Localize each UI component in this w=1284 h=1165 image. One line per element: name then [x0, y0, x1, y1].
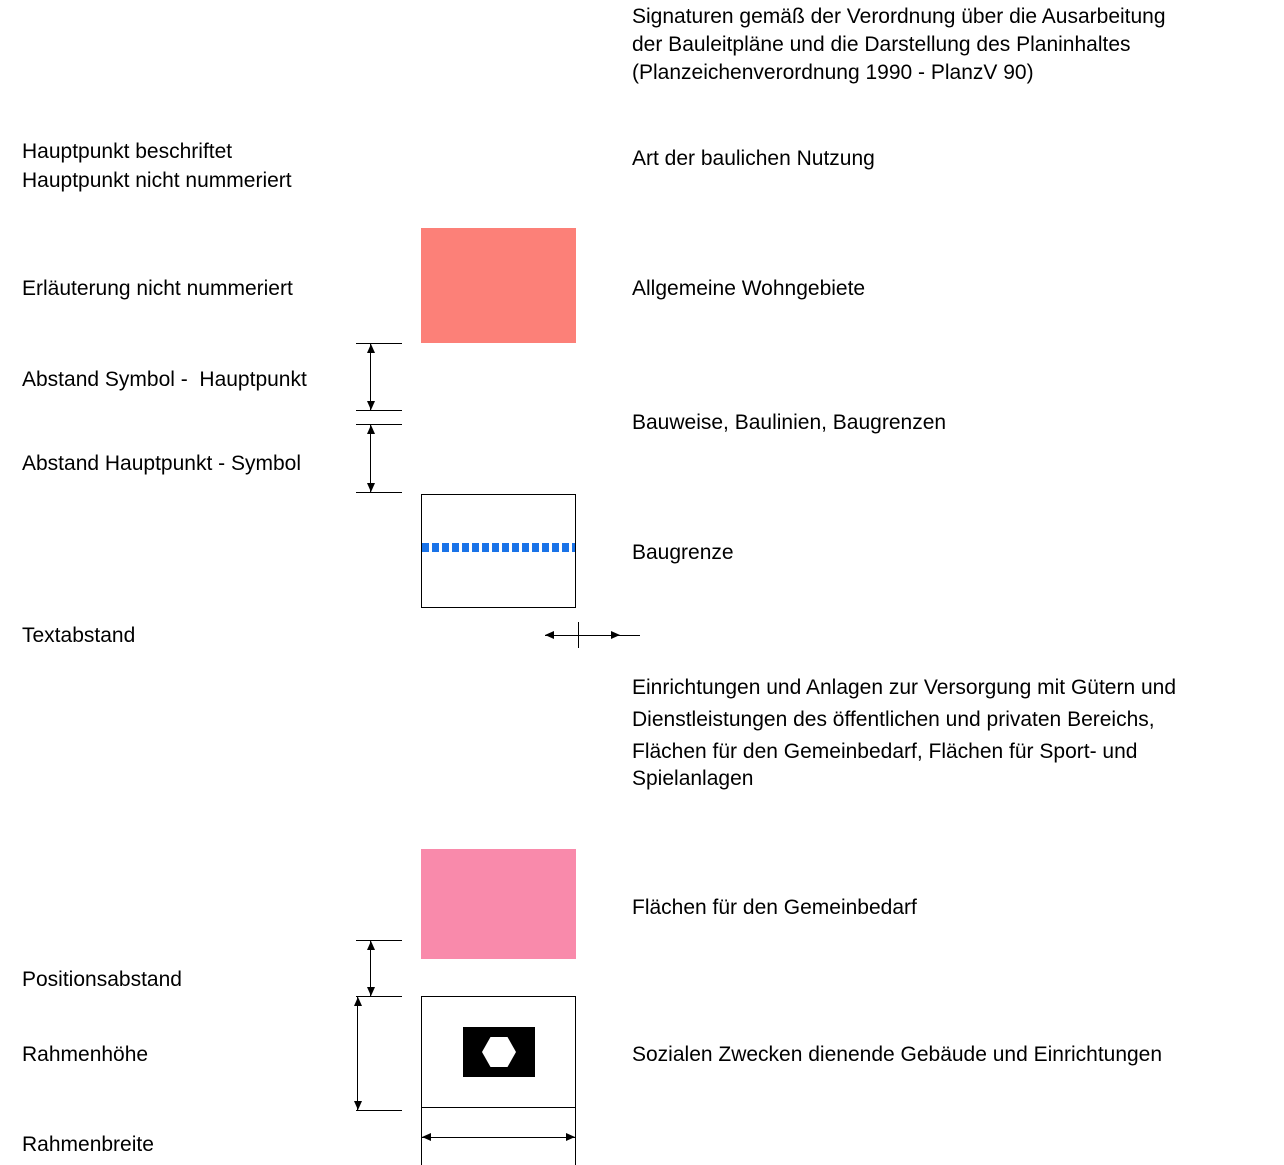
label-abstand-symbol-hauptpunkt: Abstand Symbol - Hauptpunkt [22, 368, 307, 391]
entry-allgemeine-wohngebiete: Allgemeine Wohngebiete [632, 277, 866, 300]
label-textabstand: Textabstand [22, 624, 136, 647]
versorgung-line-4: Spielanlagen [632, 767, 754, 790]
swatch-flaechen-gemeinbedarf [421, 849, 576, 959]
arrow-down-icon-abstand-hauptpunkt [367, 483, 375, 492]
arrow-up-icon-abstand-hauptpunkt [367, 425, 375, 434]
entry-sozialen-zwecken: Sozialen Zwecken dienende Gebäude und Einrichtungen [632, 1043, 1163, 1066]
entry-flaechen-fuer-den-gemeinbedarf: Flächen für den Gemeinbedarf [632, 896, 917, 919]
frame-sozialen-zwecken [421, 996, 576, 1108]
entry-art-der-baulichen-nutzung: Art der baulichen Nutzung [632, 147, 875, 170]
dim-tick-abstand-hauptpunkt-top [356, 424, 402, 425]
dim-line-abstand-symbol [370, 343, 371, 410]
dim-tick-abstand-symbol-top [356, 343, 402, 344]
arrow-down-icon-abstand-symbol [367, 401, 375, 410]
label-rahmenhoehe: Rahmenhöhe [22, 1043, 149, 1066]
dim-tick-rahmenhoehe-bottom [356, 1110, 402, 1111]
title-line-2: der Bauleitpläne und die Darstellung des Planinhaltes [632, 33, 1131, 56]
versorgung-line-2: Dienstleistungen des öffentlichen und privaten Bereichs, [632, 708, 1155, 731]
entry-baugrenze: Baugrenze [632, 541, 734, 564]
swatch-allgemeine-wohngebiete [421, 228, 576, 343]
arrow-up-icon-abstand-symbol [367, 344, 375, 353]
versorgung-line-3: Flächen für den Gemeinbedarf, Flächen für Sport- und [632, 740, 1138, 763]
dim-tick-positionsabstand-bottom [356, 996, 402, 997]
versorgung-line-1: Einrichtungen und Anlagen zur Versorgung mit Gütern und [632, 676, 1177, 699]
label-hauptpunkt-beschriftet: Hauptpunkt beschriftet [22, 140, 233, 163]
entry-bauweise-baulinien-baugrenzen: Bauweise, Baulinien, Baugrenzen [632, 411, 947, 434]
label-positionsabstand: Positionsabstand [22, 968, 182, 991]
arrow-left-icon-textabstand [545, 631, 554, 639]
dim-tick-abstand-hauptpunkt-bottom [356, 492, 402, 493]
label-hauptpunkt-nicht-nummeriert: Hauptpunkt nicht nummeriert [22, 169, 292, 192]
dim-line-rahmenhoehe [357, 996, 358, 1110]
arrow-left-icon-rahmenbreite [422, 1133, 431, 1141]
dim-tick-abstand-symbol-bottom [356, 410, 402, 411]
arrow-right-icon-rahmenbreite [566, 1133, 575, 1141]
arrow-right-icon-textabstand [611, 631, 620, 639]
arrow-up-icon-rahmenhoehe [354, 997, 362, 1006]
title-line-3: (Planzeichenverordnung 1990 - PlanzV 90) [632, 61, 1034, 84]
title-line-1: Signaturen gemäß der Verordnung über die Ausarbeitung [632, 5, 1166, 28]
hexagon-social-icon [463, 1027, 535, 1077]
dim-line-rahmenbreite [421, 1137, 576, 1138]
frame-baugrenze [421, 494, 576, 608]
dim-tick-positionsabstand-top [356, 940, 402, 941]
baugrenze-dashed-line-icon [422, 543, 575, 552]
arrow-up-icon-positionsabstand [367, 941, 375, 950]
hexagon-inner-shape [482, 1037, 516, 1067]
arrow-down-icon-positionsabstand [367, 987, 375, 996]
dim-line-abstand-hauptpunkt [370, 424, 371, 492]
label-rahmenbreite: Rahmenbreite [22, 1133, 154, 1156]
arrow-down-icon-rahmenhoehe [354, 1101, 362, 1110]
label-erlaeuterung-nicht-nummeriert: Erläuterung nicht nummeriert [22, 277, 293, 300]
label-abstand-hauptpunkt-symbol: Abstand Hauptpunkt - Symbol [22, 452, 301, 475]
dim-line-textabstand-right [578, 635, 640, 636]
